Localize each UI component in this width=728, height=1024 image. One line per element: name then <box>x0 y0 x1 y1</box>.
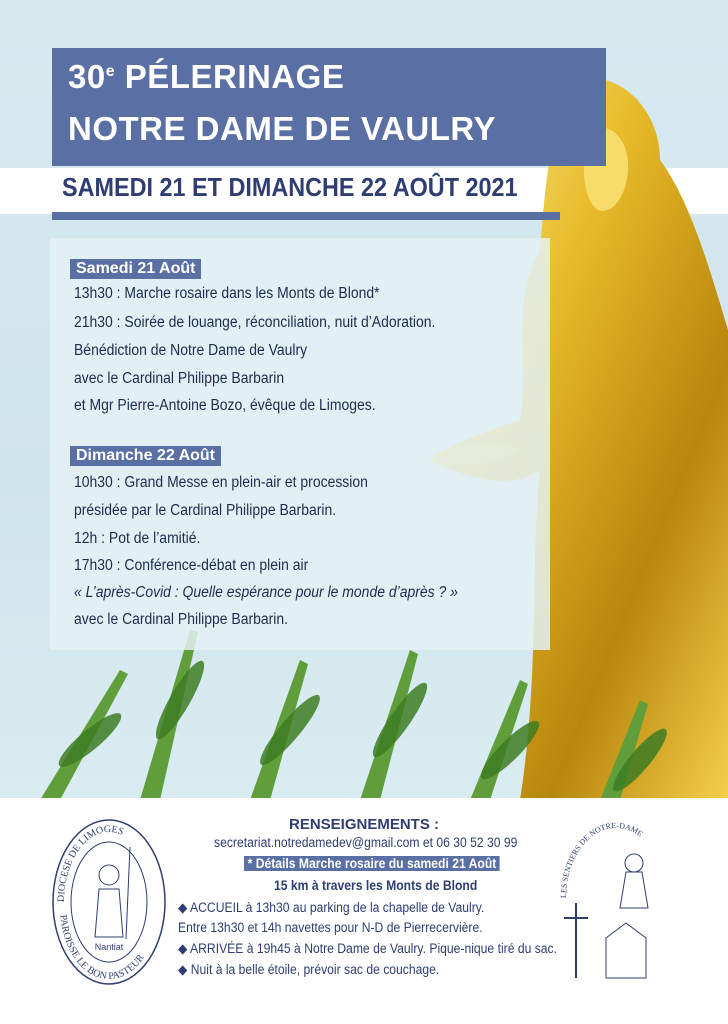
diamond-bullet-icon: ◆ <box>178 941 191 956</box>
seal-top-text: DIOCESE DE LIMOGES <box>55 823 126 903</box>
saturday-line: et Mgr Pierre-Antoine Bozo, évêque de Limoges. <box>74 397 376 414</box>
sunday-heading: Dimanche 22 Août <box>70 446 221 466</box>
sunday-line: 12h : Pot de l’amitié. <box>74 530 201 547</box>
contact-line: secretariat.notredamedev@gmail.com et 06 30 52 30 99 <box>214 835 518 850</box>
date-underline <box>52 212 560 220</box>
saturday-heading: Samedi 21 Août <box>70 259 201 279</box>
diocese-seal-logo <box>50 817 168 987</box>
saturday-line: avec le Cardinal Philippe Barbarin <box>74 370 285 387</box>
logo2-text: LES SENTIERS DE NOTRE-DAME <box>558 820 645 899</box>
saturday-line: 21h30 : Soirée de louange, réconciliation, nuit d’Adoration. <box>74 314 436 331</box>
svg-text:DIOCESE DE LIMOGES <box>56 824 125 902</box>
sunday-line: « L’après-Covid : Quelle espérance pour le monde d’après ? » <box>74 584 458 601</box>
details-heading: * Détails Marche rosaire du samedi 21 Août <box>244 856 500 871</box>
diamond-bullet-icon: ◆ <box>178 900 191 915</box>
sunday-line: avec le Cardinal Philippe Barbarin. <box>74 611 289 628</box>
saturday-line: 13h30 : Marche rosaire dans les Monts de Blond* <box>74 285 380 302</box>
seal-bottom-text: PAROISSE LE BON PASTEUR <box>57 914 147 983</box>
seal-center-label: Nantiat <box>94 942 124 952</box>
svg-text:LES SENTIERS DE NOTRE-DAME <box>559 821 645 898</box>
navettes-line: Entre 13h30 et 14h navettes pour N-D de Pierrecervière. <box>178 920 483 935</box>
arrivee-line: ◆ ARRIVÉE à 19h45 à Notre Dame de Vaulry. Pique-nique tiré du sac. <box>178 941 557 956</box>
title-line-2: NOTRE DAME DE VAULRY <box>68 110 497 147</box>
distance-line: 15 km à travers les Monts de Blond <box>274 878 478 893</box>
saturday-line: Bénédiction de Notre Dame de Vaulry <box>74 342 308 359</box>
event-dates: SAMEDI 21 ET DIMANCHE 22 AOÛT 2021 <box>62 172 518 202</box>
title-line-1: 30e PÉLERINAGE <box>68 58 345 95</box>
sunday-line: 10h30 : Grand Messe en plein-air et procession <box>74 474 368 491</box>
sunday-line: présidée par le Cardinal Philippe Barbarin. <box>74 502 337 519</box>
sentiers-notre-dame-logo <box>556 808 676 988</box>
sunday-line: 17h30 : Conférence-débat en plein air <box>74 557 309 574</box>
accueil-line: ◆ ACCUEIL à 13h30 au parking de la chapelle de Vaulry. <box>178 900 485 915</box>
diamond-bullet-icon: ◆ <box>178 962 191 977</box>
title-box <box>52 48 606 166</box>
info-title: RENSEIGNEMENTS : <box>288 816 439 833</box>
nuit-line: ◆ Nuit à la belle étoile, prévoir sac de couchage. <box>178 962 440 977</box>
